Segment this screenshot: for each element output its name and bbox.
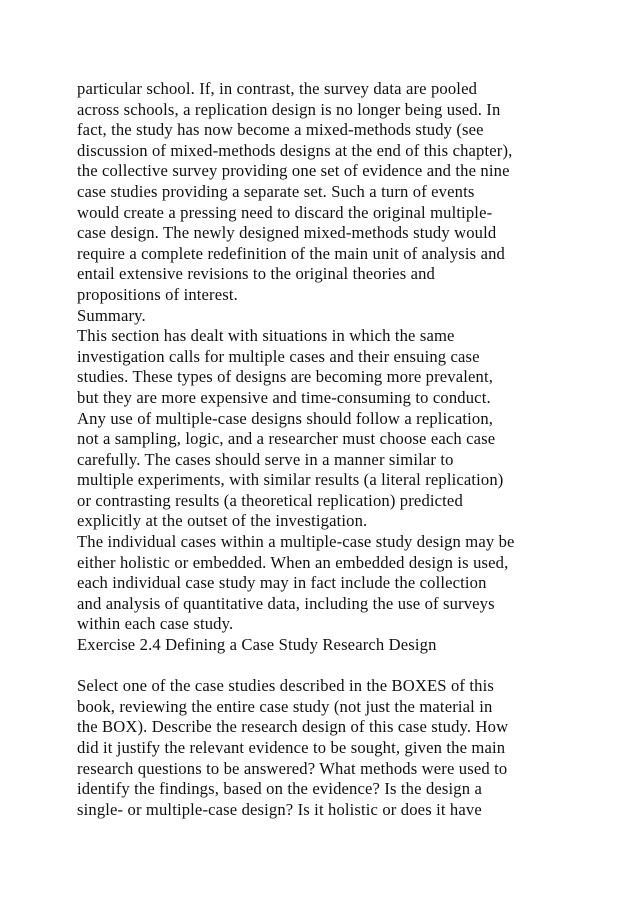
text-line: propositions of interest. [77, 284, 238, 304]
text-line: or contrasting results (a theoretical replication) predicted [77, 490, 463, 510]
text-line: across schools, a replication design is no longer being used. In [77, 99, 501, 119]
text-line: the collective survey providing one set of evidence and the nine [77, 161, 510, 181]
text-line: carefully. The cases should serve in a manner similar to [77, 449, 454, 469]
text-line: and analysis of quantitative data, including the use of surveys [77, 593, 495, 613]
blank-line [77, 656, 617, 677]
text-line: did it justify the relevant evidence to be sought, given the main [77, 738, 506, 757]
text-line: Select one of the case studies described in the BOXES of this [77, 676, 494, 696]
text-line: fact, the study has now become a mixed-methods study (see [77, 120, 484, 140]
section-heading-summary: Summary. [77, 305, 146, 325]
text-line: entail extensive revisions to the original theories and [77, 264, 436, 284]
text-line: identify the findings, based on the evidence? Is the design a [77, 779, 482, 799]
text-line: studies. These types of designs are becoming more prevalent, [77, 367, 494, 387]
text-line: the BOX). Describe the research design of this case study. How [77, 717, 509, 737]
text-line: require a complete redefinition of the main unit of analysis and [77, 243, 505, 263]
text-line: case studies providing a separate set. Such a turn of events [77, 181, 475, 201]
text-line: but they are more expensive and time-consuming to conduct. [77, 387, 491, 407]
text-line: particular school. If, in contrast, the survey data are pooled [77, 79, 478, 98]
text-line: single- or multiple-case design? Is it holistic or does it have [77, 799, 482, 819]
text-line: either holistic or embedded. When an embedded design is used, [77, 552, 509, 572]
text-line: would create a pressing need to discard the original multiple- [77, 202, 493, 222]
exercise-heading: Exercise 2.4 Defining a Case Study Research Design [77, 635, 437, 655]
text-line: investigation calls for multiple cases and their ensuing case [77, 346, 480, 366]
text-line: Any use of multiple-case designs should follow a replication, [77, 408, 494, 428]
text-line: within each case study. [77, 614, 234, 634]
text-line: The individual cases within a multiple-case study design may be [77, 532, 515, 552]
text-line: explicitly at the outset of the investigation. [77, 511, 368, 531]
text-line: case design. The newly designed mixed-methods study would [77, 223, 497, 243]
text-line: research questions to be answered? What methods were used to [77, 758, 508, 778]
text-line: discussion of mixed-methods designs at the end of this chapter), [77, 140, 513, 160]
text-line: each individual case study may in fact include the collection [77, 573, 487, 593]
text-line: book, reviewing the entire case study (not just the material in [77, 696, 493, 716]
document-text [77, 79, 617, 820]
text-line: This section has dealt with situations in which the same [77, 326, 455, 346]
text-line: not a sampling, logic, and a researcher must choose each case [77, 429, 496, 449]
text-line: multiple experiments, with similar results (a literal replication) [77, 470, 504, 490]
